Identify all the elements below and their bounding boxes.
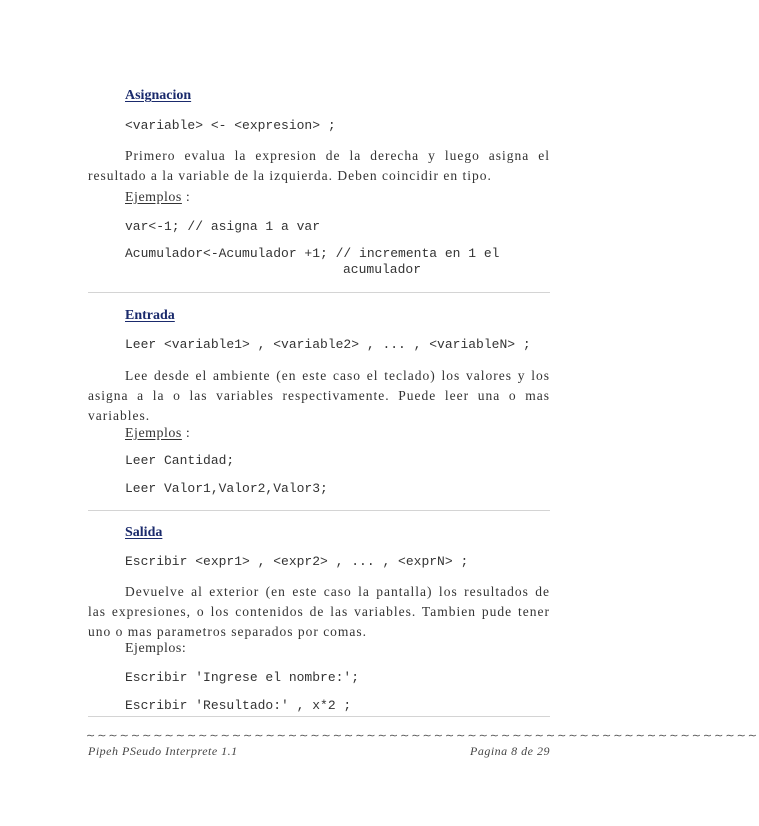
salida-examples-label: Ejemplos:	[125, 641, 187, 656]
section-heading-salida: Salida	[125, 525, 163, 540]
section-divider	[88, 716, 550, 717]
entrada-description: Lee desde el ambiente (en este caso el teclado) los valores y los asigna a la o las variables respectivamente. Puede leer una o mas variables.	[88, 368, 550, 423]
asignacion-example-1: var<-1; // asigna 1 a var	[125, 219, 321, 234]
entrada-example-1: Leer Cantidad;	[125, 453, 235, 468]
entrada-examples-label: Ejemplos :	[125, 426, 191, 441]
section-divider	[88, 292, 550, 293]
asignacion-example-2-continuation: acumulador	[343, 262, 422, 277]
salida-syntax: Escribir <expr1> , <expr2> , ... , <exprN> ;	[125, 554, 469, 569]
salida-example-1: Escribir 'Ingrese el nombre:';	[125, 670, 360, 685]
footer-page-number: Pagina 8 de 29	[470, 744, 550, 758]
salida-example-2: Escribir 'Resultado:' , x*2 ;	[125, 698, 352, 713]
section-heading-asignacion: Asignacion	[125, 88, 192, 103]
entrada-syntax: Leer <variable1> , <variable2> , ... , <variableN> ;	[125, 337, 531, 352]
section-heading-entrada: Entrada	[125, 308, 175, 323]
footer-tilde-border: ∼∼∼∼∼∼∼∼∼∼∼∼∼∼∼∼∼∼∼∼∼∼∼∼∼∼∼∼∼∼∼∼∼∼∼∼∼∼∼∼∼∼∼∼∼∼∼∼∼∼∼∼∼∼∼∼∼∼∼∼	[86, 729, 759, 742]
asignacion-description: Primero evalua la expresion de la derecha y luego asigna el resultado a la variable de la izquierda. Deben coincidir en tipo.	[88, 148, 550, 183]
salida-description: Devuelve al exterior (en este caso la pantalla) los resultados de las expresiones, o los contenidos de las variables. Tambien pude tener uno o mas parametros separados por comas.	[88, 584, 550, 639]
section-divider	[88, 510, 550, 511]
entrada-example-2: Leer Valor1,Valor2,Valor3;	[125, 481, 328, 496]
asignacion-syntax: <variable> <- <expresion> ;	[125, 118, 336, 133]
asignacion-example-2: Acumulador<-Acumulador +1; // incrementa en 1 el	[125, 246, 500, 261]
footer-title: Pipeh PSeudo Interprete 1.1	[88, 744, 238, 758]
asignacion-examples-label: Ejemplos :	[125, 190, 191, 205]
